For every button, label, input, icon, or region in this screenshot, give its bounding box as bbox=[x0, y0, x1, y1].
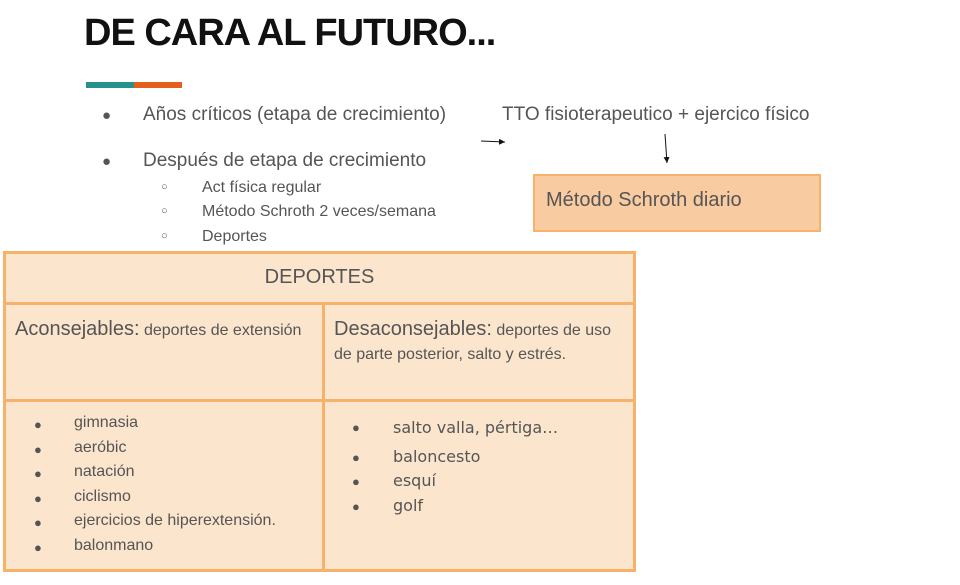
table-header: DEPORTES bbox=[264, 266, 375, 288]
list-dot: ● bbox=[352, 420, 360, 435]
sub-bullet-circle: ○ bbox=[161, 205, 168, 217]
recommended-heading: Aconsejables: bbox=[15, 318, 140, 340]
recommended-heading-cell bbox=[15, 317, 315, 343]
sub-bullet-circle: ○ bbox=[161, 230, 168, 242]
list-dot: ● bbox=[352, 499, 360, 514]
list-dot: ● bbox=[34, 417, 42, 432]
sub-bullet-sports: Deportes bbox=[202, 228, 267, 245]
list-dot: ● bbox=[352, 450, 360, 465]
bullet-dot: ● bbox=[102, 153, 112, 170]
recommended-item: aeróbic bbox=[74, 439, 127, 456]
sub-bullet-circle: ○ bbox=[161, 181, 168, 193]
recommended-item: gimnasia bbox=[74, 414, 139, 431]
list-dot: ● bbox=[34, 515, 42, 530]
not-recommended-item: golf bbox=[393, 496, 424, 515]
not-recommended-item: esquí bbox=[393, 471, 436, 490]
not-recommended-description: deportes de uso de parte posterior, salto y estrés. bbox=[334, 322, 612, 363]
slide-title: DE CARA AL FUTURO... bbox=[84, 12, 496, 54]
not-recommended-heading: Desaconsejables: bbox=[334, 318, 492, 340]
arrow-down bbox=[665, 134, 667, 163]
recommended-item: balonmano bbox=[74, 537, 154, 554]
table-column-divider bbox=[322, 305, 325, 569]
not-recommended-item: salto valla, pértiga… bbox=[393, 418, 559, 437]
bullet-after-growth: Después de etapa de crecimiento bbox=[143, 150, 427, 171]
bullet-critical-years: Años críticos (etapa de crecimiento) bbox=[143, 104, 447, 125]
list-dot: ● bbox=[352, 474, 360, 489]
arrow-right bbox=[481, 141, 505, 142]
schroth-daily-label: Método Schroth diario bbox=[546, 189, 742, 211]
recommended-item: ciclismo bbox=[74, 488, 131, 505]
not-recommended-heading-cell bbox=[334, 317, 626, 367]
bullet-dot: ● bbox=[102, 107, 112, 124]
not-recommended-item: baloncesto bbox=[393, 447, 481, 466]
recommended-description: deportes de extensión bbox=[139, 322, 302, 339]
sub-bullet-schroth: Método Schroth 2 veces/semana bbox=[202, 203, 436, 220]
recommended-item: natación bbox=[74, 463, 135, 480]
table-divider bbox=[6, 399, 633, 402]
list-dot: ● bbox=[34, 540, 42, 555]
schroth-daily-box bbox=[533, 174, 821, 232]
table-divider bbox=[6, 302, 633, 305]
sports-table bbox=[3, 251, 636, 572]
list-dot: ● bbox=[34, 491, 42, 506]
list-dot: ● bbox=[34, 442, 42, 457]
recommended-item: ejercicios de hiperextensión. bbox=[74, 512, 276, 529]
treatment-label: TTO fisioterapeutico + ejercico físico bbox=[502, 104, 810, 125]
sub-bullet-activity: Act física regular bbox=[202, 179, 322, 196]
list-dot: ● bbox=[34, 466, 42, 481]
